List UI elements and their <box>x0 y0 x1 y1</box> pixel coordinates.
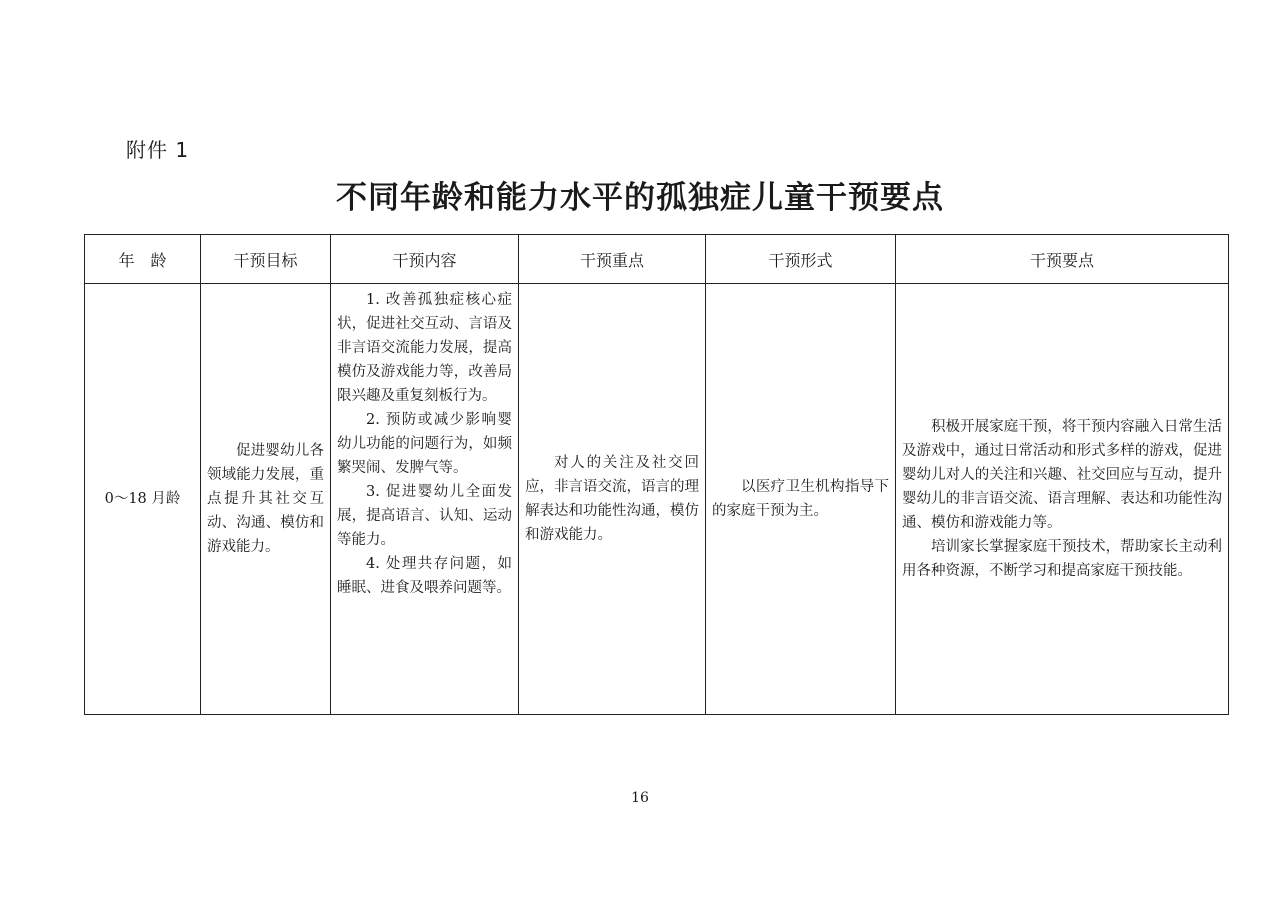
cell-form <box>706 284 896 715</box>
cell-goal <box>201 284 331 715</box>
cell-key-points <box>896 284 1229 715</box>
focus-text: 对人的关注及社交回应，非言语交流，语言的理解表达和功能性沟通，模仿和游戏能力。 <box>525 455 699 543</box>
document-title: 不同年龄和能力水平的孤独症儿童干预要点 <box>336 180 944 216</box>
header-age: 年 龄 <box>85 235 201 284</box>
content-item-4: 4. 处理共存问题，如睡眠、进食及喂养问题等。 <box>337 556 512 596</box>
goal-text: 促进婴幼儿各领域能力发展，重点提升其社交互动、沟通、模仿和游戏能力。 <box>207 443 324 555</box>
content-item-2: 2. 预防或减少影响婴幼儿功能的问题行为，如频繁哭闹、发脾气等。 <box>337 412 512 476</box>
content-item-3: 3. 促进婴幼儿全面发展，提高语言、认知、运动等能力。 <box>337 484 512 548</box>
header-form: 干预形式 <box>706 235 896 284</box>
header-focus: 干预重点 <box>519 235 706 284</box>
page-number: 16 <box>631 790 649 806</box>
age-text: 0～18 月龄 <box>104 491 181 507</box>
key-point-1: 积极开展家庭干预，将干预内容融入日常生活及游戏中，通过日常活动和形式多样的游戏，促进婴幼儿对人的关注和兴趣、社交回应与互动，提升婴幼儿的非言语交流、语言理解、表达和功能性沟通、模仿和游戏能力等。 <box>902 419 1222 531</box>
key-point-2: 培训家长掌握家庭干预技术，帮助家长主动利用各种资源，不断学习和提高家庭干预技能。 <box>902 539 1222 579</box>
cell-age <box>85 284 201 715</box>
intervention-table <box>84 234 1229 715</box>
attachment-label: 附件 1 <box>126 138 190 162</box>
header-content: 干预内容 <box>331 235 519 284</box>
content-item-1: 1. 改善孤独症核心症状，促进社交互动、言语及非言语交流能力发展，提高模仿及游戏能力等，改善局限兴趣及重复刻板行为。 <box>337 292 512 404</box>
cell-content <box>331 284 519 715</box>
table-header-row <box>85 235 1229 284</box>
table-row <box>85 284 1229 715</box>
cell-focus <box>519 284 706 715</box>
form-text: 以医疗卫生机构指导下的家庭干预为主。 <box>712 479 889 519</box>
header-key-points: 干预要点 <box>896 235 1229 284</box>
header-goal: 干预目标 <box>201 235 331 284</box>
